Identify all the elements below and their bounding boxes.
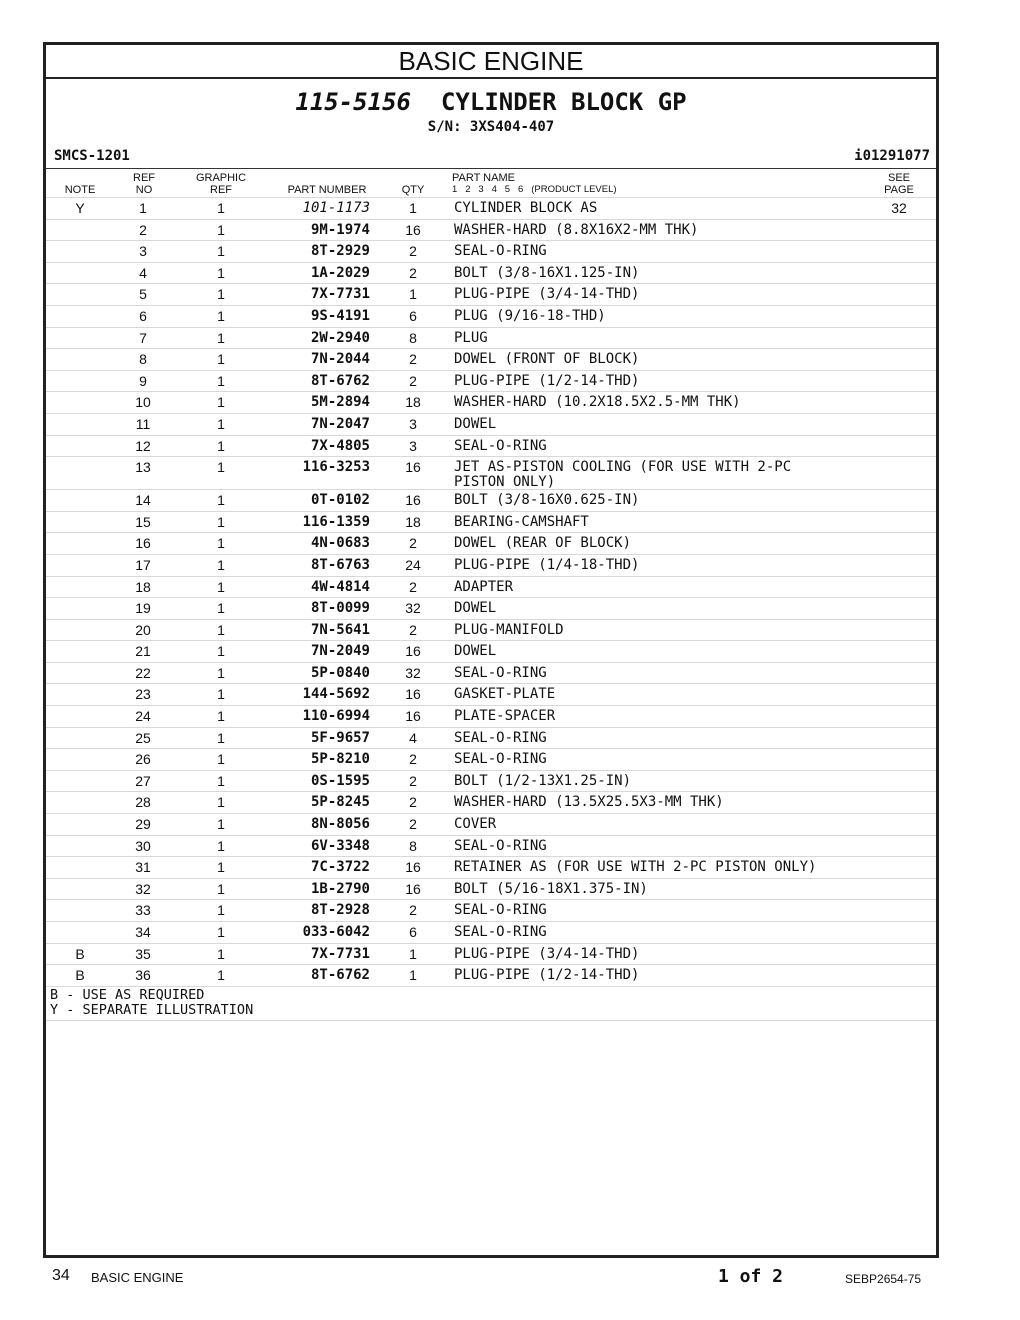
page-frame	[43, 42, 939, 1258]
part-note: Y	[75, 200, 85, 216]
part-name: COVER	[454, 816, 497, 833]
table-row	[46, 856, 936, 878]
part-graphic-ref: 1	[217, 394, 225, 411]
table-row	[46, 899, 936, 921]
part-number[interactable]: 0S-1595	[310, 772, 370, 789]
part-name: ADAPTER	[454, 578, 514, 595]
col-graphic-ref	[188, 172, 254, 196]
col-qty: QTY	[401, 184, 425, 196]
part-name: WASHER-HARD (10.2X18.5X2.5-MM THK)	[454, 394, 741, 411]
part-name: SEAL-O-RING	[454, 664, 547, 681]
table-row	[46, 662, 936, 684]
part-ref-no: 28	[135, 794, 151, 811]
part-name: BOLT (1/2-13X1.25-IN)	[454, 772, 632, 789]
table-row	[46, 391, 936, 413]
part-number[interactable]: 8N-8056	[310, 816, 370, 833]
part-graphic-ref: 1	[217, 902, 225, 919]
part-name: BEARING-CAMSHAFT	[454, 513, 589, 530]
part-name: SEAL-O-RING	[454, 243, 547, 260]
part-name: DOWEL	[454, 415, 497, 432]
part-ref-no: 18	[135, 578, 151, 595]
part-number[interactable]: 5M-2894	[310, 394, 370, 411]
part-ref-no: 1	[139, 200, 147, 216]
part-qty: 16	[405, 880, 421, 897]
footer-section: BASIC ENGINE	[91, 1270, 184, 1285]
col-part-number: PART NUMBER	[287, 184, 367, 196]
part-qty: 2	[409, 351, 417, 368]
part-name: PLUG-PIPE (3/4-14-THD)	[454, 945, 640, 962]
part-number[interactable]: 9M-1974	[310, 221, 370, 238]
part-ref-no: 20	[135, 621, 151, 638]
part-name: DOWEL (FRONT OF BLOCK)	[454, 351, 640, 368]
part-number[interactable]: 1A-2029	[310, 264, 370, 281]
part-number[interactable]: 101-1173	[302, 200, 370, 216]
table-row	[46, 770, 936, 792]
part-qty: 3	[409, 415, 417, 432]
table-row	[46, 435, 936, 457]
part-ref-no: 29	[135, 816, 151, 833]
part-qty: 16	[405, 686, 421, 703]
part-number[interactable]: 7N-2047	[310, 415, 370, 432]
part-graphic-ref: 1	[217, 264, 225, 281]
part-ref-no: 8	[139, 351, 147, 368]
part-graphic-ref: 1	[217, 535, 225, 552]
part-number[interactable]: 1B-2790	[310, 880, 370, 897]
table-row	[46, 597, 936, 619]
part-number[interactable]: 0T-0102	[310, 492, 370, 509]
part-ref-no: 33	[135, 902, 151, 919]
part-ref-no: 12	[135, 437, 151, 454]
part-number[interactable]: 7N-5641	[310, 621, 370, 638]
part-graphic-ref: 1	[217, 837, 225, 854]
part-number[interactable]: 7N-2049	[310, 643, 370, 660]
part-qty: 1	[409, 286, 417, 303]
col-see-page-line2: PAGE	[884, 184, 914, 196]
part-qty: 24	[405, 556, 421, 573]
part-name: PLUG-PIPE (1/4-18-THD)	[454, 556, 640, 573]
part-name: SEAL-O-RING	[454, 924, 547, 940]
table-row	[46, 305, 936, 327]
part-ref-no: 4	[139, 264, 147, 281]
part-ref-no: 19	[135, 600, 151, 617]
part-number[interactable]: 5P-8210	[310, 751, 370, 768]
part-qty: 16	[405, 492, 421, 509]
part-ref-no: 30	[135, 837, 151, 854]
part-number[interactable]: 5F-9657	[310, 729, 370, 746]
group-part-name: CYLINDER BLOCK GP	[440, 88, 687, 116]
part-ref-no: 26	[135, 751, 151, 768]
notes-legend	[46, 986, 936, 1021]
part-graphic-ref: 1	[217, 459, 225, 476]
part-name: BOLT (3/8-16X0.625-IN)	[454, 492, 640, 509]
table-row	[46, 262, 936, 284]
part-number[interactable]: 7X-7731	[310, 945, 370, 962]
part-ref-no: 2	[139, 221, 147, 238]
part-graphic-ref: 1	[217, 556, 225, 573]
table-row	[46, 554, 936, 576]
part-qty: 16	[405, 459, 421, 476]
part-ref-no: 7	[139, 329, 147, 346]
part-qty: 6	[409, 307, 417, 324]
part-number[interactable]: 8T-0099	[310, 600, 370, 617]
part-number[interactable]: 7N-2044	[310, 351, 370, 368]
part-qty: 6	[409, 924, 417, 940]
part-qty: 16	[405, 859, 421, 876]
part-ref-no: 23	[135, 686, 151, 703]
note-item: Y - SEPARATE ILLUSTRATION	[50, 1001, 254, 1018]
part-number[interactable]: 8T-2929	[310, 243, 370, 260]
part-qty: 2	[409, 794, 417, 811]
group-part-number[interactable]: 115-5156	[295, 88, 411, 116]
col-part-name-line1: PART NAME	[452, 172, 515, 184]
part-qty: 2	[409, 816, 417, 833]
part-name: PLUG-PIPE (1/2-14-THD)	[454, 372, 640, 389]
part-number[interactable]: 116-3253	[302, 459, 370, 476]
part-graphic-ref: 1	[217, 751, 225, 768]
note-item: B - USE AS REQUIRED	[50, 986, 205, 1003]
part-ref-no: 15	[135, 513, 151, 530]
col-ref-line2: NO	[135, 184, 153, 196]
part-qty: 2	[409, 751, 417, 768]
part-graphic-ref: 1	[217, 686, 225, 703]
section-title: BASIC ENGINE	[46, 45, 936, 79]
col-product-level: 1 2 3 4 5 6 (PRODUCT LEVEL)	[452, 184, 617, 195]
table-row	[46, 511, 936, 533]
part-number[interactable]: 110-6994	[302, 708, 370, 725]
table-row	[46, 456, 936, 489]
part-ref-no: 22	[135, 664, 151, 681]
part-name: RETAINER AS (FOR USE WITH 2-PC PISTON ONLY)	[454, 859, 817, 876]
part-qty: 32	[405, 664, 421, 681]
part-graphic-ref: 1	[217, 600, 225, 617]
part-note: B	[75, 967, 85, 984]
part-qty: 16	[405, 643, 421, 660]
part-graphic-ref: 1	[217, 307, 225, 324]
part-graphic-ref: 1	[217, 286, 225, 303]
col-see-page	[878, 172, 920, 196]
part-ref-no: 17	[135, 556, 151, 573]
part-heading	[46, 87, 936, 117]
part-ref-no: 35	[135, 945, 151, 962]
footer-sheet: 1 of 2	[718, 1266, 784, 1287]
table-row	[46, 576, 936, 598]
part-ref-no: 5	[139, 286, 147, 303]
part-number[interactable]: 8T-2928	[310, 902, 370, 919]
part-qty: 1	[409, 945, 417, 962]
part-graphic-ref: 1	[217, 664, 225, 681]
table-row	[46, 921, 936, 943]
col-note: NOTE	[64, 184, 96, 196]
part-number[interactable]: 7C-3722	[310, 859, 370, 876]
part-graphic-ref: 1	[217, 967, 225, 984]
part-number[interactable]: 9S-4191	[310, 307, 370, 324]
table-row	[46, 640, 936, 662]
part-qty: 2	[409, 578, 417, 595]
part-ref-no: 21	[135, 643, 151, 660]
part-number[interactable]: 2W-2940	[310, 329, 370, 346]
table-row	[46, 197, 936, 219]
part-note: B	[75, 945, 85, 962]
part-graphic-ref: 1	[217, 200, 225, 216]
table-row	[46, 835, 936, 857]
part-graphic-ref: 1	[217, 243, 225, 260]
part-qty: 8	[409, 329, 417, 346]
part-name: PLUG (9/16-18-THD)	[454, 307, 606, 324]
part-graphic-ref: 1	[217, 772, 225, 789]
table-row	[46, 878, 936, 900]
part-name: JET AS-PISTON COOLING (FOR USE WITH 2-PC PISTON ONLY)	[454, 459, 792, 491]
part-ref-no: 34	[135, 924, 151, 940]
part-graphic-ref: 1	[217, 329, 225, 346]
part-name: PLUG-MANIFOLD	[454, 621, 564, 638]
part-qty: 16	[405, 708, 421, 725]
part-graphic-ref: 1	[217, 578, 225, 595]
part-ref-no: 6	[139, 307, 147, 324]
col-graphic-ref-line1: GRAPHIC	[195, 172, 247, 184]
part-qty: 2	[409, 243, 417, 260]
part-name: DOWEL (REAR OF BLOCK)	[454, 535, 632, 552]
part-qty: 2	[409, 621, 417, 638]
part-graphic-ref: 1	[217, 415, 225, 432]
part-name: DOWEL	[454, 600, 497, 617]
part-number[interactable]: 5P-8245	[310, 794, 370, 811]
part-ref-no: 25	[135, 729, 151, 746]
part-graphic-ref: 1	[217, 513, 225, 530]
part-qty: 18	[405, 513, 421, 530]
part-number[interactable]: 5P-0840	[310, 664, 370, 681]
table-row	[46, 683, 936, 705]
part-ref-no: 9	[139, 372, 147, 389]
illustration-id: i01291077	[854, 148, 930, 164]
part-name: PLUG-PIPE (3/4-14-THD)	[454, 286, 640, 303]
part-ref-no: 10	[135, 394, 151, 411]
col-see-page-line1: SEE	[887, 172, 910, 184]
table-row	[46, 813, 936, 835]
table-row	[46, 370, 936, 392]
part-name: BOLT (3/8-16X1.125-IN)	[454, 264, 640, 281]
col-graphic-ref-line2: REF	[210, 184, 232, 196]
header-rule	[46, 168, 936, 169]
part-ref-no: 16	[135, 535, 151, 552]
part-number[interactable]: 116-1359	[302, 513, 370, 530]
table-row	[46, 748, 936, 770]
part-qty: 2	[409, 772, 417, 789]
part-ref-no: 24	[135, 708, 151, 725]
part-qty: 32	[405, 600, 421, 617]
part-number[interactable]: 7X-7731	[310, 286, 370, 303]
part-ref-no: 27	[135, 772, 151, 789]
part-qty: 18	[405, 394, 421, 411]
part-qty: 2	[409, 902, 417, 919]
part-name: SEAL-O-RING	[454, 437, 547, 454]
part-qty: 2	[409, 535, 417, 552]
part-name: WASHER-HARD (8.8X16X2-MM THK)	[454, 221, 699, 238]
part-graphic-ref: 1	[217, 945, 225, 962]
part-graphic-ref: 1	[217, 221, 225, 238]
part-qty: 2	[409, 264, 417, 281]
footer-doc-id: SEBP2654-75	[845, 1272, 922, 1286]
part-number[interactable]: 6V-3348	[310, 837, 370, 854]
part-ref-no: 13	[135, 459, 151, 476]
part-name: SEAL-O-RING	[454, 751, 547, 768]
col-part-name	[452, 172, 752, 196]
part-qty: 4	[409, 729, 417, 746]
table-row	[46, 619, 936, 641]
table-row	[46, 532, 936, 554]
table-row	[46, 283, 936, 305]
part-graphic-ref: 1	[217, 643, 225, 660]
serial-number: S/N: 3XS404-407	[427, 119, 555, 135]
table-row	[46, 327, 936, 349]
part-qty: 1	[409, 200, 417, 216]
table-row	[46, 489, 936, 511]
part-graphic-ref: 1	[217, 729, 225, 746]
part-graphic-ref: 1	[217, 351, 225, 368]
part-graphic-ref: 1	[217, 708, 225, 725]
part-name: SEAL-O-RING	[454, 837, 547, 854]
part-number[interactable]: 7X-4805	[310, 437, 370, 454]
part-graphic-ref: 1	[217, 492, 225, 509]
part-qty: 16	[405, 221, 421, 238]
footer-page-number: 34	[52, 1267, 70, 1284]
part-graphic-ref: 1	[217, 816, 225, 833]
part-ref-no: 36	[135, 967, 151, 984]
part-name: SEAL-O-RING	[454, 729, 547, 746]
part-graphic-ref: 1	[217, 859, 225, 876]
part-ref-no: 3	[139, 243, 147, 260]
part-see-page[interactable]: 32	[891, 200, 907, 216]
part-number[interactable]: 8T-6762	[310, 372, 370, 389]
part-ref-no: 31	[135, 859, 151, 876]
part-qty: 1	[409, 967, 417, 984]
part-name: BOLT (5/16-18X1.375-IN)	[454, 880, 648, 897]
part-name: SEAL-O-RING	[454, 902, 547, 919]
part-name: WASHER-HARD (13.5X25.5X3-MM THK)	[454, 794, 724, 811]
table-row	[46, 240, 936, 262]
part-name: PLUG-PIPE (1/2-14-THD)	[454, 967, 640, 984]
part-ref-no: 14	[135, 492, 151, 509]
part-graphic-ref: 1	[217, 372, 225, 389]
part-number[interactable]: 8T-6763	[310, 556, 370, 573]
table-row	[46, 219, 936, 241]
parts-table	[46, 197, 936, 1021]
part-number[interactable]: 033-6042	[302, 924, 370, 940]
smcs-code: SMCS-1201	[54, 148, 130, 164]
col-ref-line1: REF	[133, 172, 155, 184]
part-graphic-ref: 1	[217, 621, 225, 638]
part-name: GASKET-PLATE	[454, 686, 556, 703]
part-number[interactable]: 144-5692	[302, 686, 370, 703]
part-number[interactable]: 4W-4814	[310, 578, 370, 595]
part-number[interactable]: 4N-0683	[310, 535, 370, 552]
table-row	[46, 705, 936, 727]
table-row	[46, 964, 936, 986]
table-row	[46, 413, 936, 435]
table-row	[46, 791, 936, 813]
table-row	[46, 348, 936, 370]
part-name: PLUG	[454, 329, 488, 346]
part-qty: 2	[409, 372, 417, 389]
col-ref	[124, 172, 164, 196]
part-graphic-ref: 1	[217, 924, 225, 940]
table-row	[46, 943, 936, 965]
part-graphic-ref: 1	[217, 437, 225, 454]
part-name: PLATE-SPACER	[454, 708, 556, 725]
table-row	[46, 727, 936, 749]
part-number[interactable]: 8T-6762	[310, 967, 370, 984]
part-qty: 3	[409, 437, 417, 454]
part-ref-no: 11	[135, 415, 151, 432]
part-name: CYLINDER BLOCK AS	[454, 200, 598, 216]
part-qty: 8	[409, 837, 417, 854]
part-ref-no: 32	[135, 880, 151, 897]
part-graphic-ref: 1	[217, 794, 225, 811]
part-graphic-ref: 1	[217, 880, 225, 897]
part-name: DOWEL	[454, 643, 497, 660]
